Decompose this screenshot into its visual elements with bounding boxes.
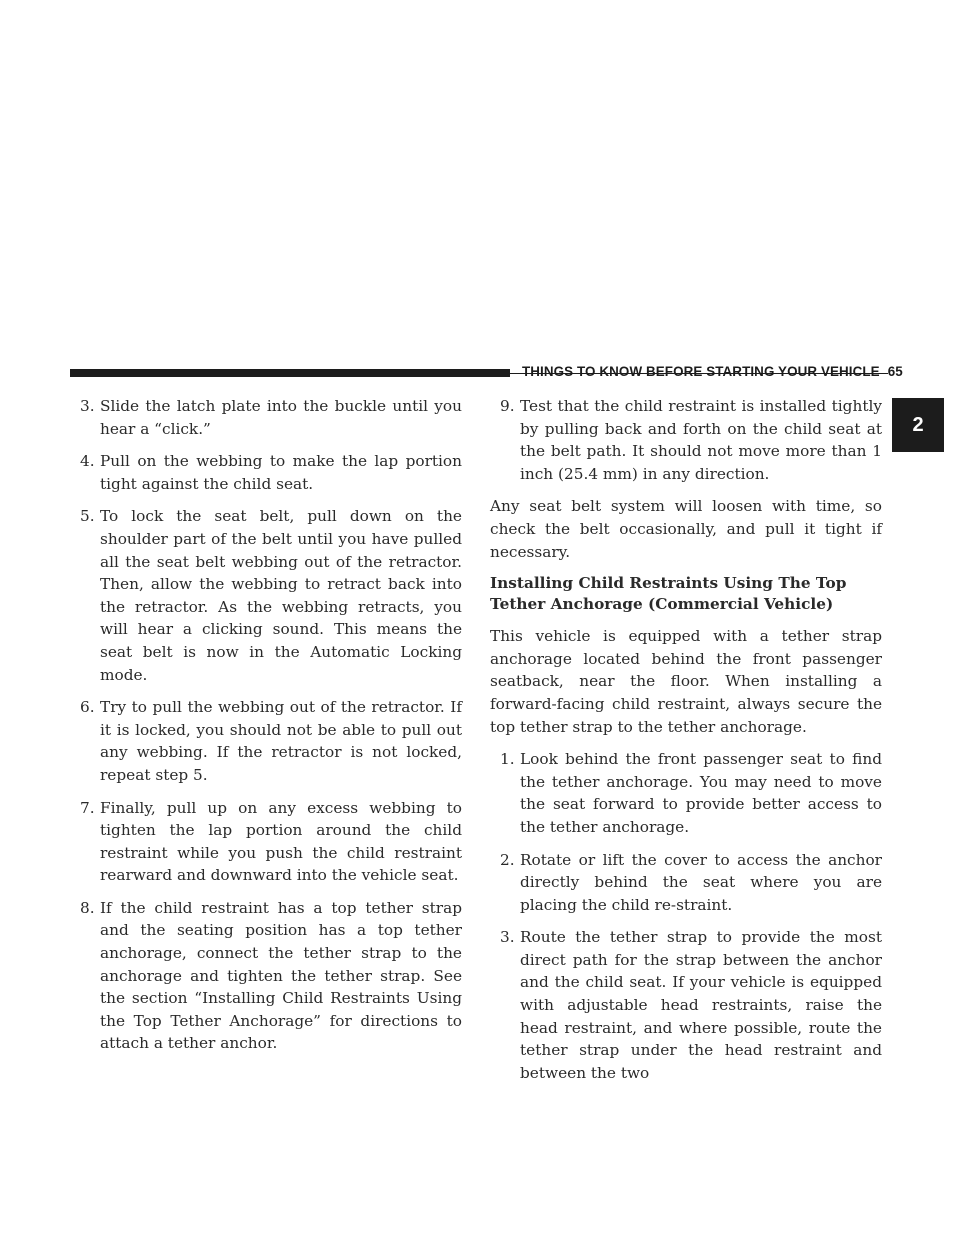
header-rule-thick xyxy=(70,369,510,377)
section-heading: Installing Child Restraints Using The Top Tether Anchorage (Commercial Vehicle) xyxy=(490,574,847,614)
list-item-5: 5. To lock the seat belt, pull down on the shoulder part of the belt until you have pulled all the seat belt webbing out of the retractor. Then, allow the webbing to retract back into the retractor. As the webbing retracts, you will hear a clicking sound. This means the seat belt is now in the Automatic Locking mode. xyxy=(80,507,462,684)
list-item-4: 4. Pull on the webbing to make the lap portion tight against the child seat. xyxy=(80,452,462,493)
list-item-2: 2. Rotate or lift the cover to access the anchor directly behind the seat where you are placing the child re-straint. xyxy=(500,850,882,914)
list-item-6: 6. Try to pull the webbing out of the retractor. If it is locked, you should not be able to pull out any webbing. If the retractor is not locked, repeat step 5. xyxy=(80,698,462,784)
list-item-9: 9. Test that the child restraint is installed tightly by pulling back and forth on the child seat at the belt path. It should not move more than 1 inch (25.4 mm) in any direction. xyxy=(500,397,882,483)
running-header xyxy=(522,364,903,379)
running-title: THINGS TO KNOW BEFORE STARTING YOUR VEHICLE xyxy=(522,364,880,379)
list-item-1: 1. Look behind the front passenger seat to find the tether anchorage. You may need to move the seat forward to provide better access to the tether anchorage. xyxy=(500,750,882,836)
list-item-3: 3. Slide the latch plate into the buckle until you hear a “click.” xyxy=(80,397,462,438)
left-column xyxy=(70,395,462,1065)
paragraph-loosen: Any seat belt system will loosen with time, so check the belt occasionally, and pull it tight if necessary. xyxy=(490,497,882,561)
paragraph-anchorage: This vehicle is equipped with a tether strap anchorage located behind the front passenger seatback, near the floor. When installing a forward-facing child restraint, always secure the top tether strap to the tether anchorage. xyxy=(490,627,882,736)
list-item-3-tether: 3. Route the tether strap to provide the most direct path for the strap between the anchor and the child seat. If your vehicle is equipped with adjustable head restraints, raise the head restraint, and where possible, route the tether strap under the head restraint and between the two xyxy=(500,928,882,1082)
page-number: 65 xyxy=(887,364,903,379)
chapter-tab xyxy=(892,398,944,452)
list-item-7: 7. Finally, pull up on any excess webbing to tighten the lap portion around the child restraint while you push the child restraint rearward and downward into the vehicle seat. xyxy=(80,798,462,885)
right-column xyxy=(490,395,882,1094)
list-item-8: 8. If the child restraint has a top tether strap and the seating position has a top tether anchorage, connect the tether strap to the anchorage and tighten the tether strap. See the section “Installing Child Restraints Using the Top Tether Anchorage” for directions to attach a tether anchor. xyxy=(80,898,462,1053)
chapter-number: 2 xyxy=(912,413,924,436)
